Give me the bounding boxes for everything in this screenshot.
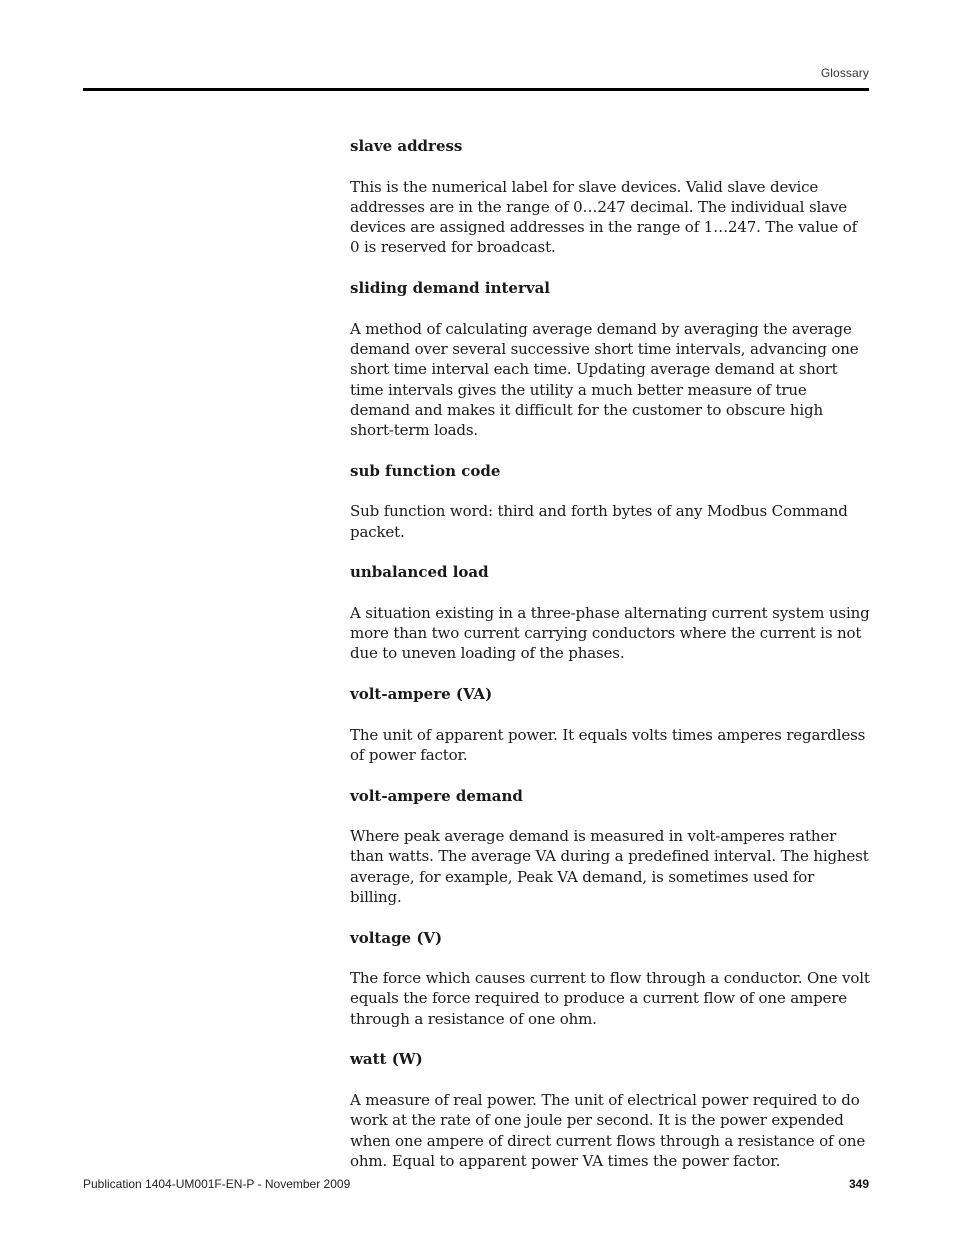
glossary-definition: Where peak average demand is measured in volt-amperes rather than watts. The average VA during a predefined interval. The highest average, for example, Peak VA demand, is sometimes used for billing. (350, 827, 869, 906)
running-header-section: Glossary (820, 66, 869, 80)
glossary-definition: This is the numerical label for slave devices. Valid slave device addresses are in the range of 0…247 decimal. The individual slave devices are assigned addresses in the range of 1…247. The value of 0 is reserved for broadcast. (350, 177, 857, 257)
glossary-definition: Sub function word: third and forth bytes of any Modbus Command packet. (350, 502, 848, 541)
glossary-entry-volt-ampere (350, 684, 870, 765)
glossary-term: unbalanced load (350, 563, 489, 582)
glossary-term: sub function code (350, 461, 501, 480)
glossary-term: sliding demand interval (350, 279, 550, 298)
footer-publication: Publication 1404-UM001F-EN-P - November 2009 (83, 1177, 351, 1191)
glossary-term: volt-ampere demand (350, 786, 523, 805)
glossary-entry-slave-address (350, 136, 870, 258)
glossary-entry-voltage (350, 928, 870, 1029)
glossary-definition: The force which causes current to flow through a conductor. One volt equals the force required to produce a current flow of one ampere through a resistance of one ohm. (350, 969, 870, 1028)
glossary-definition: A measure of real power. The unit of electrical power required to do work at the rate of one joule per second. It is the power expended when one ampere of direct current flows through a resistance of one ohm. Equal to apparent power VA times the power factor. (350, 1090, 866, 1170)
header-rule (83, 88, 869, 91)
glossary-definition: A method of calculating average demand by averaging the average demand over several successive short time intervals, advancing one short time interval each time. Updating average demand at short time intervals gives the utility a much better measure of true demand and makes it difficult for the customer to obscure high short-term loads. (350, 319, 859, 440)
glossary-content (350, 136, 870, 1191)
glossary-definition: The unit of apparent power. It equals volts times amperes regardless of power factor. (350, 725, 866, 764)
glossary-definition: A situation existing in a three-phase alternating current system using more than two current carrying conductors where the current is not due to uneven loading of the phases. (350, 603, 870, 663)
footer-page-number: 349 (848, 1177, 869, 1191)
glossary-term: watt (W) (350, 1050, 423, 1069)
glossary-entry-watt (350, 1049, 870, 1171)
glossary-term: slave address (350, 137, 463, 155)
glossary-entry-unbalanced-load (350, 562, 870, 663)
glossary-entry-volt-ampere-demand (350, 786, 870, 908)
glossary-term: voltage (V) (350, 928, 443, 947)
glossary-entry-sliding-demand-interval (350, 278, 870, 440)
glossary-term: volt-ampere (VA) (350, 685, 493, 704)
glossary-entry-sub-function-code (350, 461, 870, 542)
